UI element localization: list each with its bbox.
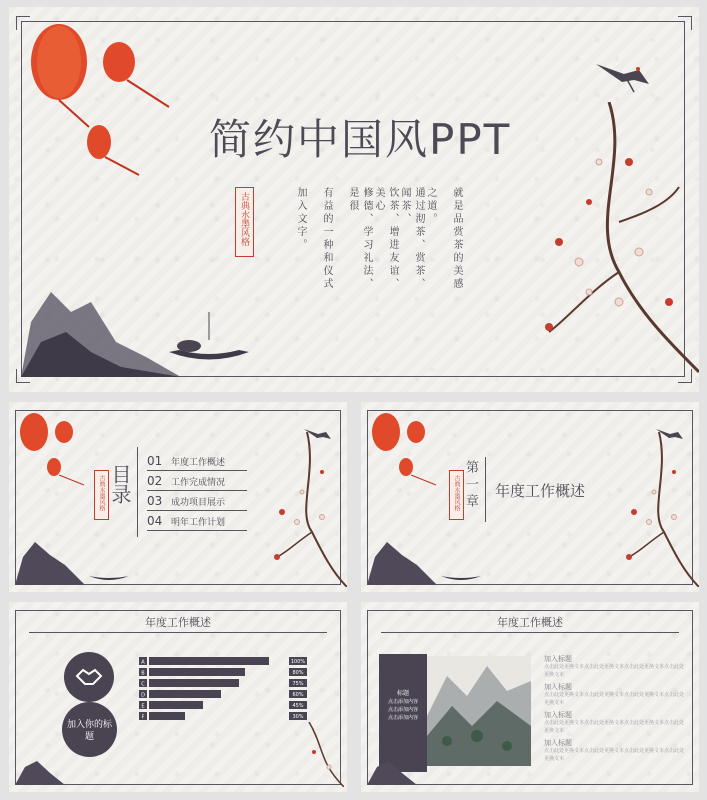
contents-title: 目录: [108, 464, 132, 504]
bar: [149, 712, 185, 720]
contents-item-2[interactable]: [147, 474, 247, 491]
text-box: [379, 654, 427, 772]
bar-label: B: [141, 670, 145, 677]
crane-icon: [594, 52, 654, 97]
handshake-icon: [75, 666, 103, 688]
item-title: 加入标题: [544, 739, 572, 747]
contents-item-3[interactable]: [147, 494, 247, 511]
slide-chapter[interactable]: [361, 402, 699, 592]
crane-icon: [656, 424, 684, 444]
item-text: 点击此处更换文本点击此处更换文本点击此处更换文本点击此处更换文本: [544, 720, 685, 734]
description-text: [137, 737, 317, 742]
bar: [149, 657, 269, 665]
bar-label: D: [141, 692, 145, 699]
intro-col-7: 加入文字。: [295, 187, 306, 252]
bar: [149, 690, 221, 698]
item-2[interactable]: [544, 682, 684, 707]
page-title: 简约中国风PPT: [209, 115, 512, 164]
crane-icon: [304, 424, 332, 444]
item-number: 01: [147, 454, 163, 468]
slide-header: 年度工作概述: [145, 616, 211, 629]
bar-label: F: [141, 714, 145, 721]
lanterns-icon: [19, 17, 179, 177]
contents-divider: [137, 447, 138, 537]
bar-pct: 100%: [290, 659, 306, 665]
title-badge-label: 加入你的标题: [66, 720, 112, 742]
item-number: 04: [147, 514, 163, 528]
ink-mountain-icon: [367, 757, 417, 785]
bar-label: A: [141, 659, 145, 666]
text-box-line: 点击添加内容: [387, 707, 418, 713]
item-title: 加入标题: [544, 711, 572, 719]
item-text: 点击此处更换文本点击此处更换文本点击此处更换文本点击此处更换文本: [544, 664, 685, 678]
text-box-line: 点击添加内容: [387, 699, 418, 705]
intro-col-3: 通过沏茶、赏茶、闻茶、: [399, 187, 424, 291]
bar-pct: 80%: [292, 670, 304, 676]
lanterns-icon: [14, 407, 89, 487]
style-seal: 古典水墨风格: [235, 187, 254, 257]
item-number: 03: [147, 494, 163, 508]
item-label: 年度工作概述: [171, 458, 226, 468]
item-label: 明年工作计划: [171, 518, 226, 528]
bar-label: C: [141, 681, 145, 688]
bar: [149, 668, 245, 676]
chapter-label: 第一章: [463, 460, 478, 511]
ink-mountain-icon: [15, 537, 85, 585]
intro-col-1: 就是品赏茶的美感: [451, 187, 462, 291]
slide-overview-chart[interactable]: [9, 602, 347, 792]
style-seal: 古典水墨风格: [94, 470, 109, 520]
chapter-title: 年度工作概述: [495, 482, 586, 500]
text-box-line: 点击添加内容: [387, 715, 418, 721]
ink-mountain-icon: [21, 282, 181, 377]
plum-blossom-icon: [529, 102, 699, 382]
intro-col-2: 之道。: [425, 187, 436, 226]
intro-col-6: 有益的一种和仪式: [321, 187, 332, 291]
boat-icon: [441, 562, 481, 582]
item-text: 点击此处更换文本点击此处更换文本点击此处更换文本点击此处更换文本: [544, 748, 685, 762]
header-rule: [381, 632, 679, 633]
item-label: 成功项目展示: [171, 498, 226, 508]
bar-pct: 60%: [292, 692, 304, 698]
slide-header: 年度工作概述: [497, 616, 563, 629]
item-title: 加入标题: [544, 683, 572, 691]
bar-pct: 45%: [292, 703, 304, 709]
ink-mountain-icon: [367, 537, 437, 585]
bar-chart: [139, 657, 309, 727]
slide-title[interactable]: [9, 7, 699, 392]
bar: [149, 679, 239, 687]
ink-mountain-icon: [15, 757, 65, 785]
frame-corner: [678, 16, 692, 30]
plum-blossom-icon: [267, 432, 347, 587]
item-4[interactable]: [544, 738, 684, 763]
bar-label: E: [141, 703, 145, 710]
style-seal: 古典水墨风格: [449, 470, 464, 520]
plum-blossom-icon: [299, 722, 344, 787]
bar: [149, 701, 203, 709]
plum-blossom-icon: [619, 432, 699, 587]
contents-item-4[interactable]: [147, 514, 247, 531]
intro-col-5: 修德、学习礼法、是很: [347, 187, 372, 291]
item-text: 点击此处更换文本点击此处更换文本点击此处更换文本点击此处更换文本: [544, 692, 685, 706]
landscape-image: [427, 656, 531, 766]
item-number: 02: [147, 474, 163, 488]
item-title: 加入标题: [544, 655, 572, 663]
boat-icon: [89, 562, 129, 582]
contents-item-1[interactable]: [147, 454, 247, 471]
chapter-divider: [485, 457, 486, 522]
bar-pct: 75%: [292, 681, 304, 687]
intro-col-4: 饮茶、增进友谊、美心: [373, 187, 398, 291]
item-label: 工作完成情况: [171, 478, 226, 488]
bar-pct: 30%: [292, 714, 304, 720]
item-1[interactable]: [544, 654, 684, 679]
item-3[interactable]: [544, 710, 684, 735]
slide-overview-image[interactable]: [361, 602, 699, 792]
lanterns-icon: [366, 407, 441, 487]
slide-contents[interactable]: [9, 402, 347, 592]
text-box-title: 标题: [396, 690, 409, 697]
header-rule: [29, 632, 327, 633]
boat-icon: [169, 312, 249, 367]
